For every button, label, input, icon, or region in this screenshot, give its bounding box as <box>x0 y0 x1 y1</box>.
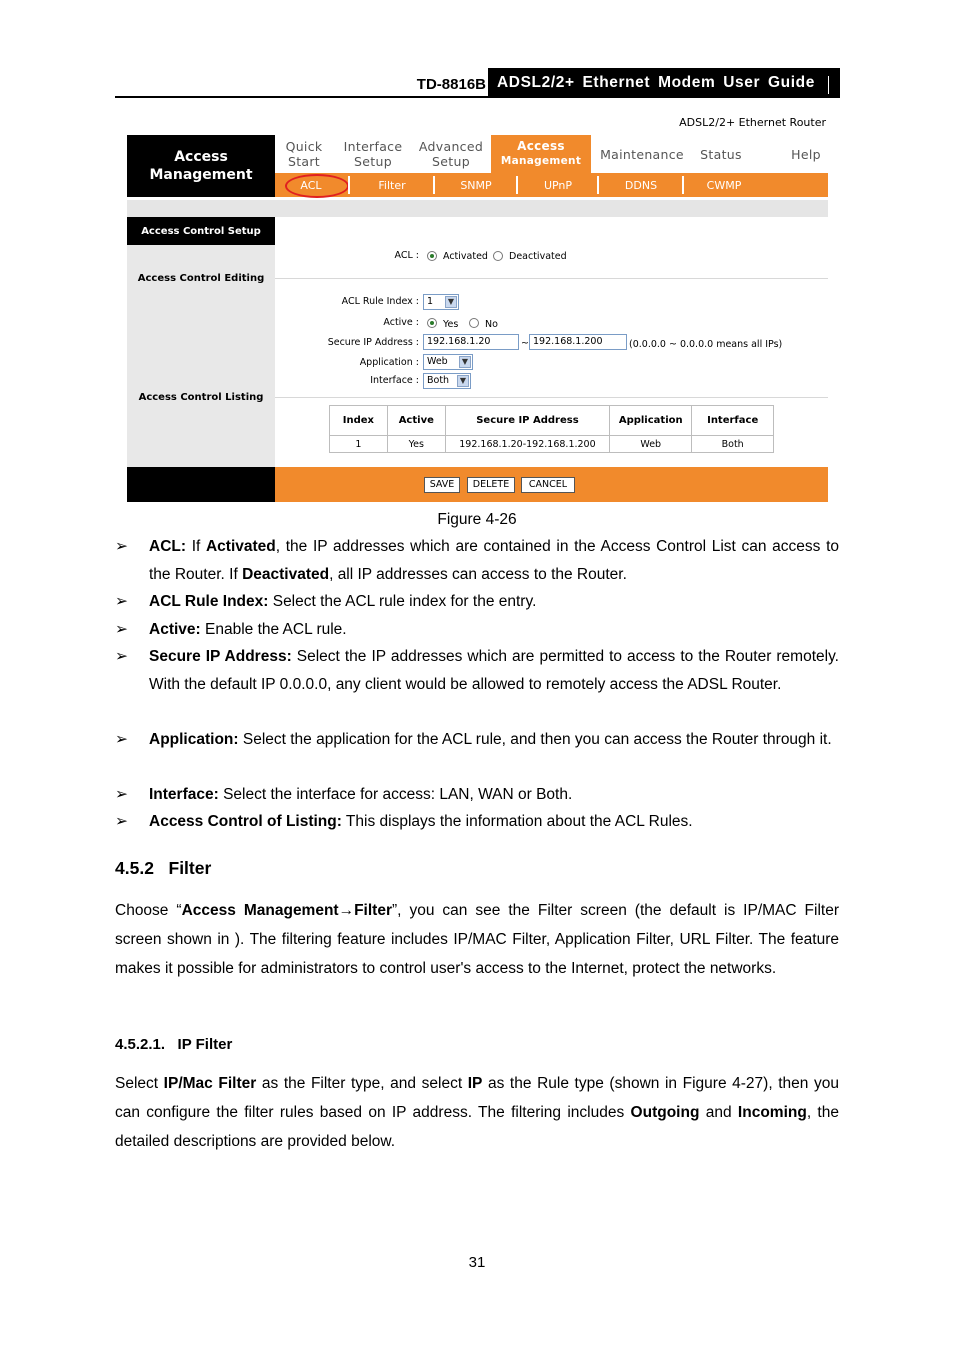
bullet-text: Enable the ACL rule. <box>200 621 347 638</box>
application-value: Web <box>427 356 448 367</box>
application-label: Application : <box>359 357 419 368</box>
table-header: Interface <box>692 406 774 436</box>
bullet-text: , all IP addresses can access to the Router. <box>329 565 627 583</box>
table-cell: Both <box>692 436 774 453</box>
bullet-term: Secure IP Address: <box>149 648 292 665</box>
acl-deactivated-label: Deactivated <box>509 251 567 262</box>
paragraph-bold: Outgoing <box>630 1104 700 1121</box>
menu-quick-start[interactable] <box>275 135 333 173</box>
paragraph-text: , the detailed descriptions are provided below. <box>115 1104 839 1150</box>
ip-filter-paragraph <box>115 1069 839 1156</box>
submenu-upnp[interactable]: UPnP <box>543 178 573 192</box>
active-no-label: No <box>485 319 498 330</box>
submenu-filter[interactable]: Filter <box>378 178 406 192</box>
ip-end-input[interactable]: 192.168.1.200 <box>529 334 627 350</box>
table-header-row <box>330 406 774 436</box>
menu-interface-setup[interactable] <box>337 135 409 173</box>
access-control-listing-label: Access Control Listing <box>138 392 264 403</box>
save-button[interactable]: SAVE <box>424 477 460 493</box>
bullet-marker: ➢ <box>115 621 128 638</box>
bullet-term: ACL Rule Index: <box>149 593 269 610</box>
submenu-cwmp[interactable]: CWMP <box>706 178 742 192</box>
bullet-text: This displays the information about the ACL Rules. <box>341 813 693 830</box>
access-control-editing-label: Access Control Editing <box>137 273 265 284</box>
bullet-text: , the IP addresses which are contained in the Access Control List can access to the Router. If <box>149 538 840 583</box>
router-brand: ADSL2/2+ Ethernet Router <box>679 116 826 129</box>
bullet-marker: ➢ <box>115 648 128 665</box>
paragraph-bold: IP <box>467 1075 483 1092</box>
bullet-active <box>149 616 839 644</box>
menu-label: Setup <box>432 154 470 169</box>
paragraph-text: as the Rule type (shown in Figure 4-27), then you can configure the filter rules based on IP address. The filtering includes <box>115 1075 839 1121</box>
interface-label: Interface : <box>370 375 419 386</box>
chevron-down-icon: ▼ <box>457 375 469 387</box>
acl-activated-label: Activated <box>443 251 488 262</box>
menu-advanced-setup[interactable] <box>415 135 487 173</box>
submenu-separator <box>348 176 350 194</box>
rule-index-select[interactable] <box>423 294 459 310</box>
ip-range-separator: ~ <box>521 338 529 349</box>
application-select[interactable] <box>423 354 473 370</box>
bullet-text: If <box>186 538 206 555</box>
bullet-listing <box>149 808 839 836</box>
menu-label: Status <box>700 146 742 162</box>
table-header: Secure IP Address <box>445 406 609 436</box>
table-cell: Web <box>610 436 692 453</box>
chevron-down-icon: ▼ <box>459 356 471 368</box>
bullet-marker: ➢ <box>115 593 128 610</box>
bullet-term: Active: <box>149 621 201 638</box>
bullet-application <box>149 726 839 754</box>
submenu-separator <box>516 176 518 194</box>
bullet-term: Interface: <box>149 786 219 803</box>
header-guide-title: ADSL2/2+ Ethernet Modem User Guide <box>488 68 840 97</box>
active-yes-label: Yes <box>443 319 459 330</box>
menu-status[interactable] <box>693 135 749 173</box>
table-header: Active <box>387 406 445 436</box>
divider <box>275 278 828 279</box>
section-heading-filter: 4.5.2 Filter <box>115 858 212 878</box>
bullet-text: Select the IP addresses which are permitted to access to the Router remotely. With the default IP 0.0.0.0, any client would be allowed to remotely access the ADSL Router. <box>149 648 839 693</box>
bullet-term: Access Control of Listing: <box>149 813 342 830</box>
bullet-term: ACL: <box>149 538 187 555</box>
main-menu <box>275 135 828 173</box>
bullet-marker: ➢ <box>115 538 128 555</box>
table-cell: 192.168.1.20-192.168.1.200 <box>445 436 609 453</box>
submenu-snmp[interactable]: SNMP <box>460 178 492 192</box>
paragraph-text: and <box>699 1104 738 1121</box>
paragraph-text: Select <box>115 1075 164 1092</box>
acl-listing-table <box>329 405 774 453</box>
bullet-bold: Activated <box>205 538 276 555</box>
active-label: Active : <box>383 317 419 328</box>
menu-label: Access <box>517 139 565 153</box>
submenu-separator <box>433 176 435 194</box>
paragraph-text: as the Filter type, and select <box>256 1075 468 1092</box>
menu-label: Help <box>791 146 821 162</box>
page-number: 31 <box>468 1254 486 1271</box>
menu-maintenance[interactable] <box>599 135 685 173</box>
bullet-interface <box>149 781 839 809</box>
table-header: Application <box>610 406 692 436</box>
bullet-rule-index <box>149 588 839 616</box>
delete-button[interactable]: DELETE <box>467 477 515 493</box>
divider <box>275 397 828 398</box>
submenu-acl[interactable]: ACL <box>300 178 322 192</box>
bullet-marker: ➢ <box>115 731 128 748</box>
chevron-down-icon: ▼ <box>445 296 457 308</box>
footer-left <box>127 467 275 502</box>
ip-hint: (0.0.0.0 ~ 0.0.0.0 means all IPs) <box>629 339 783 350</box>
menu-label: Quick <box>285 139 323 154</box>
rule-index-value: 1 <box>427 296 434 307</box>
header-rule <box>115 96 840 98</box>
left-column <box>127 217 275 467</box>
bullet-bold: Deactivated <box>242 565 330 583</box>
acl-deactivated-radio[interactable] <box>493 251 503 261</box>
bullet-term: Application: <box>149 731 239 748</box>
header-model: TD-8816B <box>416 76 486 93</box>
header-divider <box>828 76 829 94</box>
menu-access-management[interactable] <box>491 135 591 173</box>
footer-actions <box>275 467 828 502</box>
acl-activated-radio[interactable] <box>427 251 437 261</box>
menu-label: Start <box>287 154 321 169</box>
section-heading-ip-filter: 4.5.2.1. IP Filter <box>115 1036 233 1053</box>
access-control-setup-header: Access Control Setup <box>127 217 275 245</box>
submenu <box>275 173 828 197</box>
bullet-acl <box>149 533 839 588</box>
active-no-radio[interactable] <box>469 318 479 328</box>
submenu-separator <box>597 176 599 194</box>
menu-label: Setup <box>354 154 392 169</box>
section-title-line2: Management <box>149 167 253 183</box>
router-ui-figure <box>127 114 828 502</box>
paragraph-text: Choose “ <box>115 902 182 919</box>
table-row <box>330 436 774 453</box>
bullet-marker: ➢ <box>115 813 128 830</box>
secure-ip-label: Secure IP Address : <box>327 337 419 348</box>
spacer-bar <box>127 200 828 217</box>
submenu-ddns[interactable]: DDNS <box>624 178 658 192</box>
bullet-secure-ip <box>149 643 839 698</box>
bullet-text: Select the ACL rule index for the entry. <box>268 593 537 610</box>
cancel-button[interactable]: CANCEL <box>521 477 575 493</box>
submenu-separator <box>682 176 684 194</box>
bullet-marker: ➢ <box>115 786 128 803</box>
ip-start-input[interactable]: 192.168.1.20 <box>423 334 519 350</box>
menu-help[interactable] <box>771 135 841 173</box>
active-yes-radio[interactable] <box>427 318 437 328</box>
interface-value: Both <box>427 375 450 386</box>
section-title <box>127 135 275 197</box>
acl-label: ACL : <box>394 250 419 261</box>
paragraph-bold: Incoming <box>737 1104 807 1121</box>
menu-label: Advanced <box>418 139 484 154</box>
rule-index-label: ACL Rule Index : <box>341 296 419 307</box>
bullet-text: Select the interface for access: LAN, WAN or Both. <box>218 786 573 803</box>
paragraph-text: ”, you can see the Filter screen (the default is IP/MAC Filter screen shown in ). The filtering feature includes IP/MAC Filter, Application Filter, URL Filter. The feature makes it possible for administrators to control user's access to the Internet, protect the networks. <box>115 902 839 977</box>
menu-label: Interface <box>343 139 403 154</box>
menu-label: Maintenance <box>600 146 684 162</box>
table-cell: Yes <box>387 436 445 453</box>
table-cell: 1 <box>330 436 388 453</box>
paragraph-bold: Access Management→Filter <box>181 902 392 919</box>
filter-paragraph <box>115 896 839 983</box>
interface-select[interactable] <box>423 373 471 389</box>
bullet-text: Select the application for the ACL rule, and then you can access the Router through it. <box>238 731 832 748</box>
section-title-line1: Access <box>174 149 228 165</box>
table-header: Index <box>330 406 388 436</box>
figure-caption: Figure 4-26 <box>437 511 517 528</box>
paragraph-bold: IP/Mac Filter <box>163 1075 257 1092</box>
menu-label: Management <box>500 155 582 167</box>
